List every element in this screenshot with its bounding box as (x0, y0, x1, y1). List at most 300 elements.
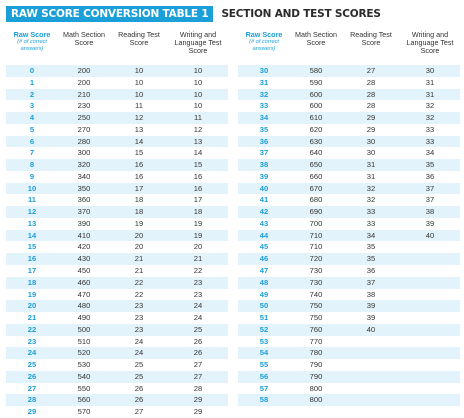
math-score-cell: 230 (77, 101, 91, 111)
raw-score-cell: 18 (27, 277, 37, 287)
math-score-cell: 580 (309, 66, 323, 75)
math-score-cell: 270 (77, 124, 91, 134)
math-score-cell: 730 (309, 277, 323, 287)
math-score-cell: 500 (77, 324, 91, 334)
reading-score-cell: 30 (366, 136, 376, 146)
raw-score-cell: 50 (259, 301, 269, 311)
math-score-cell: 360 (77, 195, 91, 205)
raw-score-cell: 19 (27, 289, 37, 299)
reading-score-cell: 25 (134, 360, 144, 370)
table-row (238, 394, 460, 406)
table-row (238, 218, 460, 230)
reading-score-cell: 30 (366, 148, 376, 158)
raw-score-cell: 49 (259, 289, 269, 299)
reading-score-cell: 20 (134, 242, 144, 252)
writing-score-cell: 11 (194, 113, 202, 123)
table-row (6, 89, 228, 101)
reading-score-cell: 31 (366, 171, 376, 181)
table-row (238, 159, 460, 171)
writing-score-cell: 16 (193, 183, 203, 193)
writing-score-cell: 40 (425, 230, 435, 240)
writing-score-cell: 35 (425, 160, 435, 170)
math-score-cell: 210 (77, 89, 91, 99)
table-row (6, 230, 228, 242)
reading-score-cell: 10 (134, 89, 144, 99)
conversion-table-right (238, 31, 460, 406)
table-row (6, 336, 228, 348)
raw-score-cell: 41 (259, 195, 269, 205)
reading-score-cell: 27 (134, 407, 144, 417)
raw-score-cell: 56 (259, 371, 269, 381)
writing-score-cell: 10 (193, 89, 203, 99)
writing-score-cell: 32 (425, 113, 435, 123)
raw-score-cell: 31 (259, 77, 269, 87)
raw-score-cell: 45 (259, 242, 269, 252)
raw-score-cell: 39 (259, 171, 269, 181)
table-row (238, 77, 460, 89)
raw-score-cell: 48 (259, 277, 269, 287)
math-score-cell: 370 (77, 207, 91, 217)
raw-score-cell: 4 (29, 113, 35, 123)
writing-score-cell (400, 347, 460, 359)
table-row (238, 171, 460, 183)
writing-score-cell: 33 (425, 136, 435, 146)
reading-score-cell: 19 (134, 218, 144, 228)
reading-score-cell: 15 (134, 148, 144, 158)
reading-score-cell: 23 (134, 324, 144, 334)
table-row (6, 124, 228, 136)
reading-score-cell: 12 (134, 113, 144, 123)
table-row (6, 100, 228, 112)
reading-score-cell: 22 (134, 277, 144, 287)
math-score-cell: 540 (77, 371, 91, 381)
raw-score-cell: 25 (27, 360, 37, 370)
writing-score-cell: 33 (425, 124, 435, 134)
reading-score-cell: 34 (366, 230, 376, 240)
writing-score-cell (400, 336, 460, 348)
writing-score-cell: 37 (425, 183, 435, 193)
reading-test-header: Reading Test Score (350, 30, 392, 48)
table-row (238, 312, 460, 324)
math-score-cell: 630 (309, 136, 323, 146)
reading-score-cell (342, 347, 400, 359)
reading-score-cell: 18 (134, 195, 144, 205)
raw-score-note: (# of correct answers) (17, 39, 47, 52)
reading-score-cell: 38 (366, 289, 376, 299)
math-score-cell: 730 (309, 266, 323, 276)
raw-score-cell: 1 (29, 77, 35, 87)
writing-score-cell: 21 (193, 254, 203, 264)
table-row (6, 371, 228, 383)
raw-score-cell: 37 (259, 148, 269, 158)
table-row (6, 347, 228, 359)
reading-score-cell: 28 (366, 101, 376, 111)
reading-score-cell: 29 (366, 113, 376, 123)
writing-score-cell (400, 253, 460, 265)
writing-score-cell: 27 (193, 360, 203, 370)
writing-score-cell: 39 (425, 218, 435, 228)
writing-score-cell: 20 (193, 242, 203, 252)
writing-test-header: Writing and Language Test Score (174, 30, 222, 56)
math-score-cell: 410 (77, 230, 91, 240)
math-score-cell: 300 (77, 148, 91, 158)
reading-test-header: Reading Test Score (118, 30, 160, 48)
table-row (6, 383, 228, 395)
reading-score-cell: 40 (366, 324, 376, 334)
table-row (6, 406, 228, 418)
math-score-cell: 790 (309, 371, 323, 381)
writing-score-cell: 29 (193, 407, 203, 417)
table-row (6, 206, 228, 218)
math-score-cell: 480 (77, 301, 91, 311)
math-score-cell: 790 (309, 360, 323, 370)
table-row (238, 206, 460, 218)
raw-score-cell: 14 (27, 230, 37, 240)
writing-score-cell: 32 (425, 101, 435, 111)
raw-score-cell: 17 (27, 266, 37, 276)
writing-score-cell: 25 (193, 324, 203, 334)
reading-score-cell: 16 (134, 171, 144, 181)
reading-score-cell: 35 (366, 254, 376, 264)
raw-score-cell: 13 (27, 218, 37, 228)
math-score-cell: 680 (309, 195, 323, 205)
writing-score-cell: 17 (193, 195, 203, 205)
table-row (238, 371, 460, 383)
math-score-cell: 570 (77, 407, 91, 417)
reading-score-cell: 37 (366, 277, 376, 287)
math-section-header: Math Section Score (295, 30, 337, 48)
math-score-cell: 320 (77, 160, 91, 170)
math-score-cell: 710 (309, 242, 323, 252)
table-title-badge: RAW SCORE CONVERSION TABLE 1 (6, 6, 213, 22)
math-score-cell: 390 (77, 218, 91, 228)
table-row (238, 65, 460, 77)
writing-score-cell: 19 (193, 218, 203, 228)
writing-test-header: Writing and Language Test Score (406, 30, 454, 56)
reading-score-cell: 33 (366, 207, 376, 217)
reading-score-cell: 13 (134, 124, 144, 134)
table-row (6, 289, 228, 301)
raw-score-cell: 54 (259, 348, 269, 358)
writing-score-cell: 26 (193, 336, 203, 346)
reading-score-cell: 35 (366, 242, 376, 252)
math-score-cell: 600 (309, 101, 323, 111)
reading-score-cell: 23 (134, 301, 144, 311)
raw-score-cell: 24 (27, 348, 37, 358)
writing-score-cell: 27 (193, 371, 203, 381)
math-score-cell: 770 (309, 336, 323, 346)
raw-score-cell: 10 (27, 183, 37, 193)
table-row (6, 136, 228, 148)
table-row (6, 171, 228, 183)
table-row (6, 147, 228, 159)
table-header (6, 5, 381, 23)
math-score-cell: 250 (77, 113, 91, 123)
raw-score-cell: 3 (29, 101, 35, 111)
table-row (238, 359, 460, 371)
raw-score-cell: 20 (27, 301, 37, 311)
table-subtitle: SECTION AND TEST SCORES (221, 8, 381, 20)
raw-score-cell: 57 (259, 383, 269, 393)
math-score-cell: 490 (77, 313, 91, 323)
writing-score-cell: 23 (193, 277, 203, 287)
raw-score-cell: 9 (29, 171, 35, 181)
reading-score-cell: 10 (134, 77, 144, 87)
reading-score-cell: 18 (134, 207, 144, 217)
reading-score-cell: 36 (366, 266, 376, 276)
raw-score-cell: 23 (27, 336, 37, 346)
raw-score-cell: 51 (259, 313, 269, 323)
table-row (238, 324, 460, 336)
writing-score-cell (400, 312, 460, 324)
math-score-cell: 520 (77, 348, 91, 358)
writing-score-cell (400, 359, 460, 371)
raw-score-cell: 36 (259, 136, 269, 146)
table-row (6, 112, 228, 124)
writing-score-cell (400, 289, 460, 301)
raw-score-cell: 12 (27, 207, 37, 217)
raw-score-cell: 38 (259, 160, 269, 170)
math-score-cell: 800 (309, 383, 323, 393)
reading-score-cell (342, 394, 400, 406)
writing-score-cell (400, 383, 460, 395)
reading-score-cell: 21 (134, 254, 144, 264)
raw-score-cell: 0 (29, 66, 35, 75)
table-row (238, 136, 460, 148)
raw-score-cell: 35 (259, 124, 269, 134)
writing-score-cell: 31 (425, 89, 435, 99)
raw-score-cell: 46 (259, 254, 269, 264)
raw-score-cell: 11 (27, 195, 37, 205)
table-row (6, 183, 228, 195)
math-score-cell: 620 (309, 124, 323, 134)
math-score-cell: 200 (77, 66, 91, 75)
raw-score-cell: 53 (259, 336, 269, 346)
table-row (6, 241, 228, 253)
raw-score-cell: 2 (29, 89, 35, 99)
table-row (238, 241, 460, 253)
math-score-cell: 740 (309, 289, 323, 299)
raw-score-header: Raw Score (# of correct answers) (6, 31, 58, 52)
writing-score-cell (400, 277, 460, 289)
table-rows-right (238, 65, 460, 406)
table-row (6, 159, 228, 171)
raw-score-cell: 7 (29, 148, 35, 158)
table-row (238, 336, 460, 348)
reading-score-cell: 14 (134, 136, 144, 146)
raw-score-cell: 58 (259, 395, 269, 405)
reading-score-cell: 32 (366, 195, 376, 205)
reading-score-cell: 23 (134, 313, 144, 323)
table-row (238, 124, 460, 136)
raw-score-cell: 43 (259, 218, 269, 228)
writing-score-cell: 15 (193, 160, 203, 170)
writing-score-cell (400, 265, 460, 277)
math-score-cell: 560 (77, 395, 91, 405)
writing-score-cell: 36 (425, 171, 435, 181)
table-row (6, 277, 228, 289)
math-score-cell: 280 (77, 136, 91, 146)
table-row (238, 253, 460, 265)
math-score-cell: 690 (309, 207, 323, 217)
writing-score-cell: 14 (193, 148, 203, 158)
raw-score-cell: 55 (259, 360, 269, 370)
table-row (238, 289, 460, 301)
table-row (6, 359, 228, 371)
math-score-cell: 640 (309, 148, 323, 158)
writing-score-cell: 29 (193, 395, 203, 405)
writing-score-cell (400, 371, 460, 383)
reading-score-cell: 27 (366, 66, 376, 75)
table-row (6, 77, 228, 89)
writing-score-cell: 38 (425, 207, 435, 217)
raw-score-cell: 5 (29, 124, 35, 134)
raw-score-cell: 52 (259, 324, 269, 334)
reading-score-cell (342, 359, 400, 371)
table-row (238, 194, 460, 206)
table-row (6, 265, 228, 277)
table-row (238, 347, 460, 359)
math-score-cell: 590 (309, 77, 323, 87)
math-score-cell: 610 (309, 113, 323, 123)
raw-score-header: Raw Score (# of correct answers) (238, 31, 290, 52)
math-score-cell: 760 (309, 324, 323, 334)
raw-score-cell: 47 (259, 266, 269, 276)
reading-score-cell: 26 (134, 383, 144, 393)
reading-score-cell: 22 (134, 289, 144, 299)
reading-score-cell: 29 (366, 124, 376, 134)
math-score-cell: 550 (77, 383, 91, 393)
table-row (6, 312, 228, 324)
math-score-cell: 450 (77, 266, 91, 276)
reading-score-cell: 21 (134, 266, 144, 276)
table-row (6, 218, 228, 230)
reading-score-cell (342, 336, 400, 348)
reading-score-cell: 11 (135, 101, 143, 111)
writing-score-cell: 28 (193, 383, 203, 393)
math-section-header: Math Section Score (63, 30, 105, 48)
writing-score-cell: 12 (193, 124, 203, 134)
writing-score-cell: 13 (193, 136, 203, 146)
raw-score-cell: 26 (27, 371, 37, 381)
math-score-cell: 350 (77, 183, 91, 193)
writing-score-cell: 10 (193, 66, 203, 75)
writing-score-cell: 30 (425, 66, 435, 75)
table-row (6, 253, 228, 265)
reading-score-cell: 24 (134, 348, 144, 358)
table-row (238, 147, 460, 159)
raw-score-cell: 16 (27, 254, 37, 264)
raw-score-cell: 27 (27, 383, 37, 393)
conversion-table-left (6, 31, 228, 418)
table-row (238, 112, 460, 124)
writing-score-cell: 10 (193, 77, 203, 87)
math-score-cell: 340 (77, 171, 91, 181)
writing-score-cell: 10 (193, 101, 203, 111)
reading-score-cell (342, 371, 400, 383)
reading-score-cell: 10 (134, 66, 144, 75)
writing-score-cell: 34 (425, 148, 435, 158)
math-score-cell: 660 (309, 171, 323, 181)
raw-score-cell: 40 (259, 183, 269, 193)
table-row (6, 194, 228, 206)
reading-score-cell: 39 (366, 301, 376, 311)
table-row (238, 277, 460, 289)
reading-score-cell: 17 (134, 183, 144, 193)
reading-score-cell: 31 (366, 160, 376, 170)
math-score-cell: 530 (77, 360, 91, 370)
raw-score-cell: 22 (27, 324, 37, 334)
raw-score-note: (# of correct answers) (249, 39, 279, 52)
raw-score-cell: 29 (27, 407, 37, 417)
math-score-cell: 710 (309, 230, 323, 240)
math-score-cell: 600 (309, 89, 323, 99)
math-score-cell: 670 (309, 183, 323, 193)
raw-score-cell: 34 (259, 113, 269, 123)
reading-score-cell: 25 (134, 371, 144, 381)
table-row (238, 89, 460, 101)
math-score-cell: 460 (77, 277, 91, 287)
reading-score-cell: 16 (134, 160, 144, 170)
table-row (238, 300, 460, 312)
table-row (6, 65, 228, 77)
reading-score-cell (342, 383, 400, 395)
writing-score-cell: 16 (193, 171, 203, 181)
writing-score-cell: 24 (193, 313, 203, 323)
math-score-cell: 420 (77, 242, 91, 252)
writing-score-cell: 37 (425, 195, 435, 205)
writing-score-cell: 24 (193, 301, 203, 311)
writing-score-cell: 22 (193, 266, 203, 276)
raw-score-cell: 30 (259, 66, 269, 75)
reading-score-cell: 28 (366, 77, 376, 87)
table-rows-left (6, 65, 228, 418)
raw-score-cell: 33 (259, 101, 269, 111)
math-score-cell: 700 (309, 218, 323, 228)
column-headers (238, 31, 460, 63)
math-score-cell: 650 (309, 160, 323, 170)
raw-score-cell: 44 (259, 230, 269, 240)
math-score-cell: 800 (309, 395, 323, 405)
table-row (238, 183, 460, 195)
reading-score-cell: 28 (366, 89, 376, 99)
raw-score-cell: 8 (29, 160, 35, 170)
reading-score-cell: 32 (366, 183, 376, 193)
reading-score-cell: 26 (134, 395, 144, 405)
writing-score-cell: 31 (425, 77, 435, 87)
writing-score-cell: 18 (193, 207, 203, 217)
raw-score-cell: 32 (259, 89, 269, 99)
writing-score-cell: 23 (193, 289, 203, 299)
math-score-cell: 510 (77, 336, 91, 346)
table-row (6, 324, 228, 336)
math-score-cell: 430 (77, 254, 91, 264)
table-row (238, 230, 460, 242)
raw-score-cell: 42 (259, 207, 269, 217)
raw-score-cell: 28 (27, 395, 37, 405)
math-score-cell: 470 (77, 289, 91, 299)
math-score-cell: 720 (309, 254, 323, 264)
raw-score-cell: 15 (27, 242, 37, 252)
raw-score-cell: 21 (27, 313, 37, 323)
reading-score-cell: 24 (134, 336, 144, 346)
writing-score-cell: 19 (193, 230, 203, 240)
table-row (238, 265, 460, 277)
math-score-cell: 750 (309, 301, 323, 311)
writing-score-cell (400, 300, 460, 312)
table-row (238, 100, 460, 112)
table-row (6, 300, 228, 312)
